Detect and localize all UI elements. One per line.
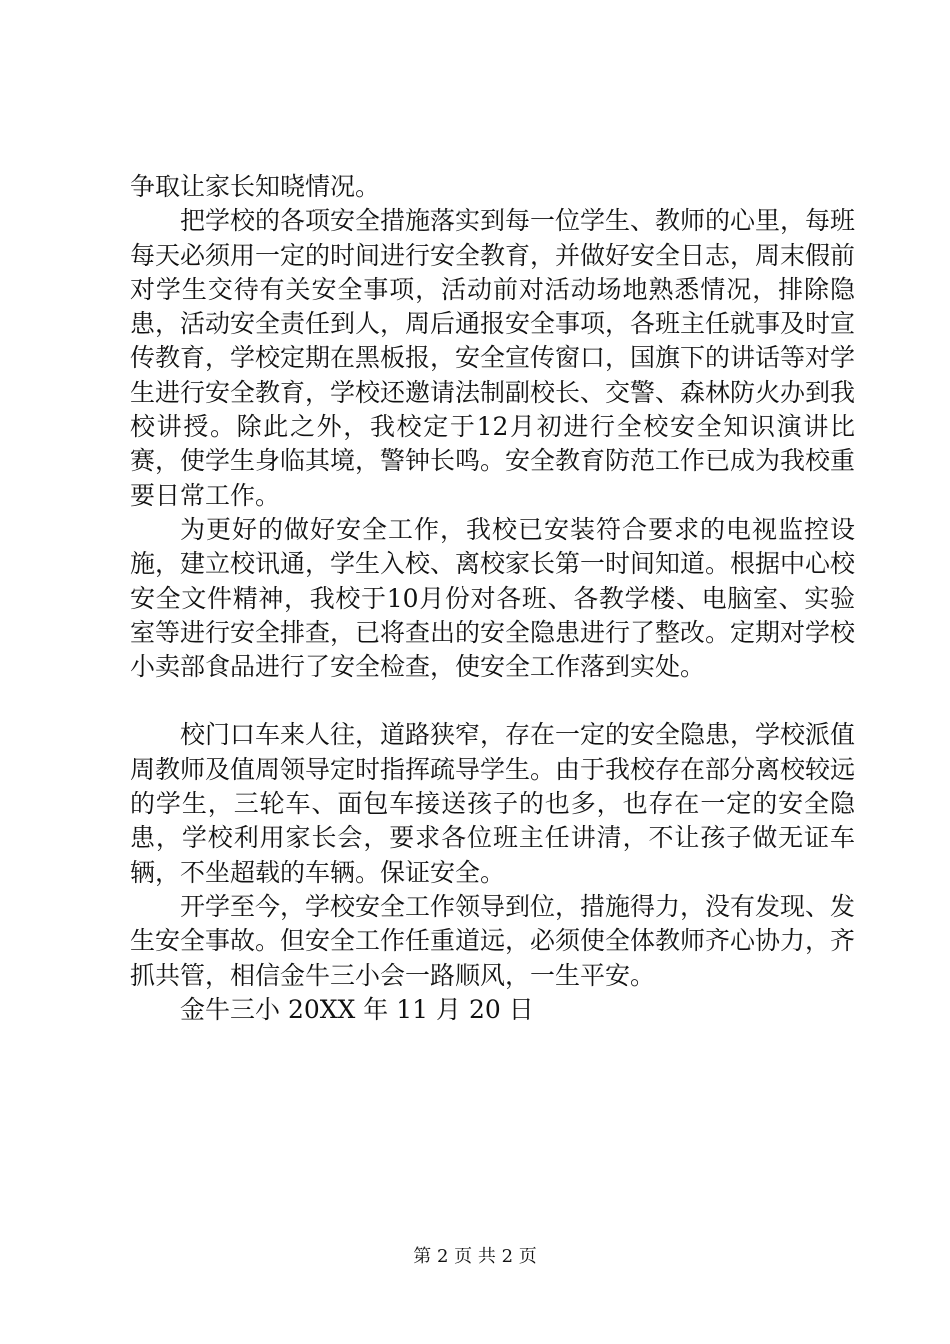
paragraph-safety-measures: 把学校的各项安全措施落实到每一位学生、教师的心里，每班每天必须用一定的时间进行安全教育，并做好安全日志，周末假前对学生交待有关安全事项，活动前对活动场地熟悉情况，排除隐患，活动安全责任到人，周后通报安全事项，各班主任就事及时宣传教育，学校定期在黑板报，安全宣传窗口，国旗下的讲话等对学生进行安全教育，学校还邀请法制副校长、交警、森林防火办到我校讲授。除此之外，我校定于12月初进行全校安全知识演讲比赛，使学生身临其境，警钟长鸣。安全教育防范工作已成为我校重要日常工作。 xyxy=(130,206,856,510)
paragraph-summary: 开学至今，学校安全工作领导到位，措施得力，没有发现、发生安全事故。但安全工作任重道远，必须使全体教师齐心协力，齐抓共管，相信金牛三小会一路顺风，一生平安。 xyxy=(130,891,856,990)
document-body xyxy=(130,170,855,1027)
page-footer: 第 2 页 共 2 页 xyxy=(413,1246,537,1267)
signature-date-line: 金牛三小 20XX 年 11 月 20 日 xyxy=(180,994,534,1024)
paragraph-school-gate-traffic: 校门口车来人往，道路狭窄，存在一定的安全隐患，学校派值周教师及值周领导定时指挥疏导学生。由于我校存在部分离校较远的学生，三轮车、面包车接送孩子的也多，也存在一定的安全隐患，学校利用家长会，要求各位班主任讲清，不让孩子做无证车辆，不坐超载的车辆。保证安全。 xyxy=(130,720,856,887)
paragraph-continuation: 争取让家长知晓情况。 xyxy=(130,172,381,201)
paragraph-monitoring-facilities: 为更好的做好安全工作，我校已安装符合要求的电视监控设施，建立校讯通，学生入校、离校家长第一时间知道。根据中心校安全文件精神，我校于10月份对各班、各教学楼、电脑室、实验室等进行安全排查，已将查出的安全隐患进行了整改。定期对学校小卖部食品进行了安全检查，使安全工作落到实处。 xyxy=(130,514,856,682)
paragraph-spacer xyxy=(130,684,855,718)
